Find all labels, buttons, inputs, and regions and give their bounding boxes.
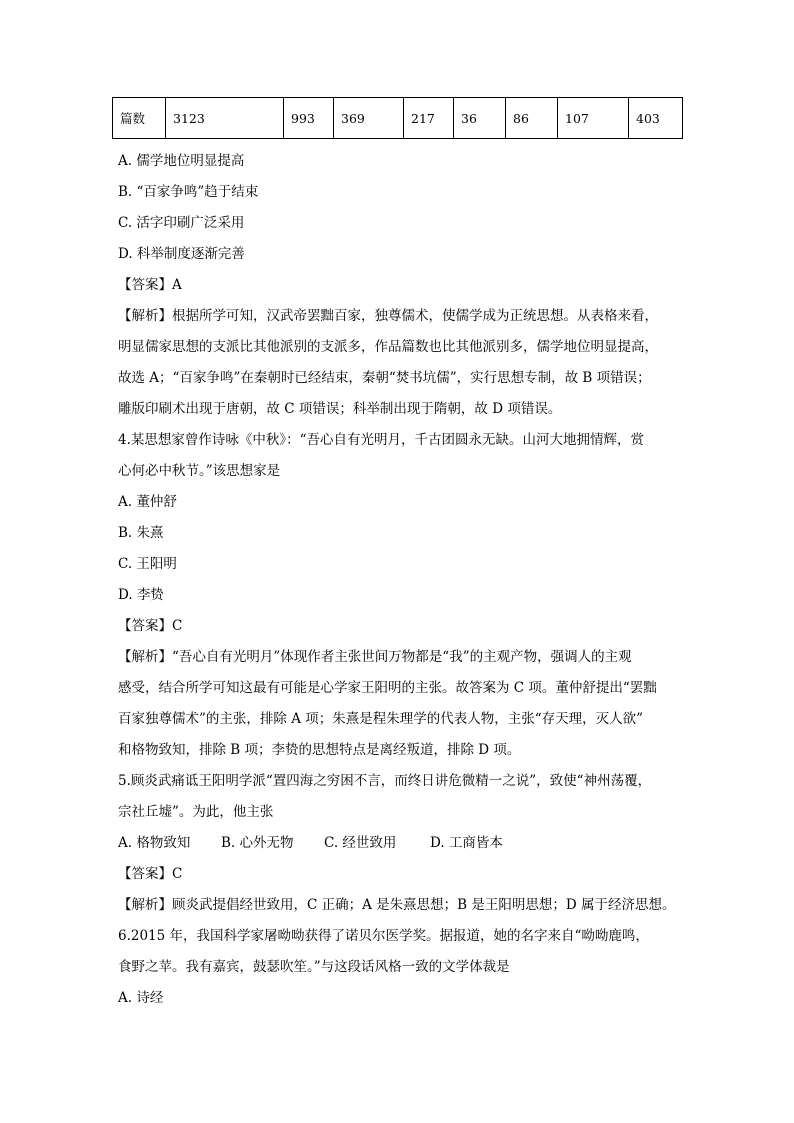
option-b: B. 心外无物 bbox=[221, 835, 294, 851]
table-row bbox=[113, 98, 683, 139]
analysis-line: 雕版印刷术出现于唐朝，故 C 项错误；科举制出现于隋朝，故 D 项错误。 bbox=[118, 401, 562, 417]
question-stem: 4.某思想家曾作诗咏《中秋》：“吾心自有光明月，千古团圆永无缺。山河大地拥情辉，赏 bbox=[118, 432, 645, 448]
analysis-line: 【解析】根据所学可知，汉武帝罢黜百家，独尊儒术，使儒学成为正统思想。从表格来看， bbox=[118, 308, 658, 324]
analysis-line: 明显儒家思想的支派比其他派别的支派多，作品篇数也比其他派别多，儒学地位明显提高， bbox=[118, 339, 658, 355]
question-stem: 心何必中秋节。”该思想家是 bbox=[118, 463, 281, 479]
table-cell-header: 篇数 bbox=[113, 98, 166, 139]
option-a: A. 诗经 bbox=[118, 990, 164, 1006]
option-a: A. 儒学地位明显提高 bbox=[118, 153, 245, 169]
option-d: D. 李贽 bbox=[118, 587, 164, 603]
question-stem: 6.2015 年，我国科学家屠呦呦获得了诺贝尔医学奖。据报道，她的名字来自“呦呦鹿鸣， bbox=[118, 928, 649, 944]
analysis-line: 故选 A；“百家争鸣”在秦朝时已经结束，秦朝“焚书坑儒”，实行思想专制，故 B 项错误； bbox=[118, 370, 651, 386]
document-body bbox=[118, 146, 683, 1014]
table-cell: 36 bbox=[454, 98, 506, 139]
analysis-line: 【解析】顾炎武提倡经世致用，C 正确；A 是朱熹思想；B 是王阳明思想；D 属于经济思想。 bbox=[118, 897, 676, 913]
table-cell: 86 bbox=[506, 98, 558, 139]
analysis-line: 和格物致知，排除 B 项；李贽的思想特点是离经叛道，排除 D 项。 bbox=[118, 742, 521, 758]
options-row bbox=[118, 828, 683, 859]
table-cell: 369 bbox=[334, 98, 404, 139]
table-cell: 993 bbox=[284, 98, 334, 139]
table-cell: 403 bbox=[629, 98, 683, 139]
data-table bbox=[112, 97, 683, 139]
table-cell: 3123 bbox=[166, 98, 284, 139]
analysis-line: 百家独尊儒术”的主张，排除 A 项；朱熹是程朱理学的代表人物，主张“存天理，灭人欲” bbox=[118, 711, 644, 727]
table-cell: 217 bbox=[404, 98, 454, 139]
analysis-line: 感受，结合所学可知这最有可能是心学家王阳明的主张。故答案为 C 项。董仲舒提出“罢黜 bbox=[118, 680, 657, 696]
option-a: A. 格物致知 bbox=[118, 835, 191, 851]
table-cell: 107 bbox=[558, 98, 629, 139]
question-stem: 宗社丘墟”。为此，他主张 bbox=[118, 804, 274, 820]
answer-label: 【答案】A bbox=[118, 277, 182, 293]
question-stem: 食野之苹。我有嘉宾，鼓瑟吹笙。”与这段话风格一致的文学体裁是 bbox=[118, 959, 510, 975]
option-a: A. 董仲舒 bbox=[118, 494, 177, 510]
option-c: C. 经世致用 bbox=[324, 835, 397, 851]
analysis-line: 【解析】“吾心自有光明月”体现作者主张世间万物都是“我”的主观产物，强调人的主观 bbox=[118, 649, 632, 665]
option-b: B. 朱熹 bbox=[118, 525, 164, 541]
option-d: D. 科举制度逐渐完善 bbox=[118, 246, 245, 262]
question-stem: 5.顾炎武痛诋王阳明学派“置四海之穷困不言，而终日讲危微精一之说”，致使“神州荡覆， bbox=[118, 773, 652, 789]
answer-label: 【答案】C bbox=[118, 618, 183, 634]
option-c: C. 王阳明 bbox=[118, 556, 177, 572]
option-b: B. “百家争鸣”趋于结束 bbox=[118, 184, 259, 200]
option-c: C. 活字印刷广泛采用 bbox=[118, 215, 245, 231]
option-d: D. 工商皆本 bbox=[430, 835, 503, 851]
answer-label: 【答案】C bbox=[118, 866, 183, 882]
